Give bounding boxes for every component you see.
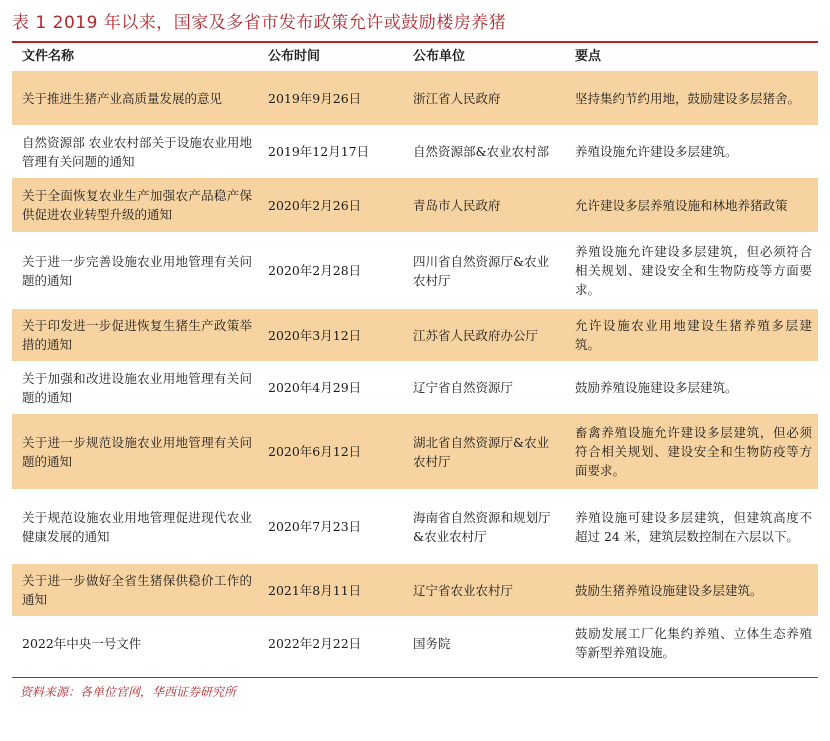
point-cell: 养殖设施允许建设多层建筑，但必须符合相关规划、建设安全和生物防疫等方面要求。 [565,234,818,308]
date-cell: 2020年4月29日 [258,363,403,413]
date-cell: 2020年2月26日 [258,177,403,234]
header-key-points: 要点 [565,44,818,70]
table-row [12,177,818,234]
header-file-name: 文件名称 [12,44,258,70]
point-cell: 坚持集约节约用地，鼓励建设多层猪舍。 [565,70,818,127]
date-cell: 2019年9月26日 [258,70,403,127]
point-cell: 允许设施农业用地建设生猪养殖多层建筑。 [565,308,818,363]
unit-cell: 江苏省人民政府办公厅 [403,308,565,363]
table-row [12,491,818,563]
top-rule [12,41,818,43]
file-name-cell: 关于进一步规范设施农业用地管理有关问题的通知 [12,413,258,491]
bottom-rule [12,677,818,678]
unit-cell: 自然资源部&农业农村部 [403,127,565,177]
point-cell: 畜禽养殖设施允许建设多层建筑，但必须符合相关规划、建设安全和生物防疫等方面要求。 [565,413,818,491]
unit-cell: 浙江省人民政府 [403,70,565,127]
file-name-cell: 自然资源部 农业农村部关于设施农业用地管理有关问题的通知 [12,127,258,177]
header-publish-date: 公布时间 [258,44,403,70]
file-name-cell: 关于推进生猪产业高质量发展的意见 [12,70,258,127]
date-cell: 2020年6月12日 [258,413,403,491]
source-note: 资料来源：各单位官网，华西证券研究所 [20,685,237,699]
table-row [12,308,818,363]
table-row [12,563,818,618]
file-name-cell: 关于进一步做好全省生猪保供稳价工作的通知 [12,563,258,618]
unit-cell: 辽宁省自然资源厅 [403,363,565,413]
header-publisher: 公布单位 [403,44,565,70]
policy-table [12,44,818,668]
header-row [12,44,818,70]
table-title: 表 1 2019 年以来，国家及多省市发布政策允许或鼓励楼房养猪 [12,13,507,33]
file-name-cell: 关于全面恢复农业生产加强农产品稳产保供促进农业转型升级的通知 [12,177,258,234]
unit-cell: 湖北省自然资源厅&农业农村厅 [403,413,565,491]
unit-cell: 海南省自然资源和规划厅&农业农村厅 [403,491,565,563]
file-name-cell: 关于印发进一步促进恢复生猪生产政策举措的通知 [12,308,258,363]
file-name-cell: 关于加强和改进设施农业用地管理有关问题的通知 [12,363,258,413]
unit-cell: 四川省自然资源厅&农业农村厅 [403,234,565,308]
date-cell: 2020年2月28日 [258,234,403,308]
point-cell: 鼓励养殖设施建设多层建筑。 [565,363,818,413]
file-name-cell: 2022年中央一号文件 [12,618,258,668]
table-row [12,413,818,491]
table-row [12,70,818,127]
table-row [12,127,818,177]
file-name-cell: 关于规范设施农业用地管理促进现代农业健康发展的通知 [12,491,258,563]
point-cell: 鼓励发展工厂化集约养殖、立体生态养殖等新型养殖设施。 [565,618,818,668]
point-cell: 鼓励生猪养殖设施建设多层建筑。 [565,563,818,618]
unit-cell: 国务院 [403,618,565,668]
date-cell: 2020年7月23日 [258,491,403,563]
table-row [12,363,818,413]
point-cell: 允许建设多层养殖设施和林地养猪政策 [565,177,818,234]
point-cell: 养殖设施允许建设多层建筑。 [565,127,818,177]
file-name-cell: 关于进一步完善设施农业用地管理有关问题的通知 [12,234,258,308]
date-cell: 2021年8月11日 [258,563,403,618]
table-row [12,234,818,308]
date-cell: 2022年2月22日 [258,618,403,668]
table-row [12,618,818,668]
unit-cell: 辽宁省农业农村厅 [403,563,565,618]
unit-cell: 青岛市人民政府 [403,177,565,234]
date-cell: 2019年12月17日 [258,127,403,177]
point-cell: 养殖设施可建设多层建筑，但建筑高度不超过 24 米，建筑层数控制在六层以下。 [565,491,818,563]
date-cell: 2020年3月12日 [258,308,403,363]
